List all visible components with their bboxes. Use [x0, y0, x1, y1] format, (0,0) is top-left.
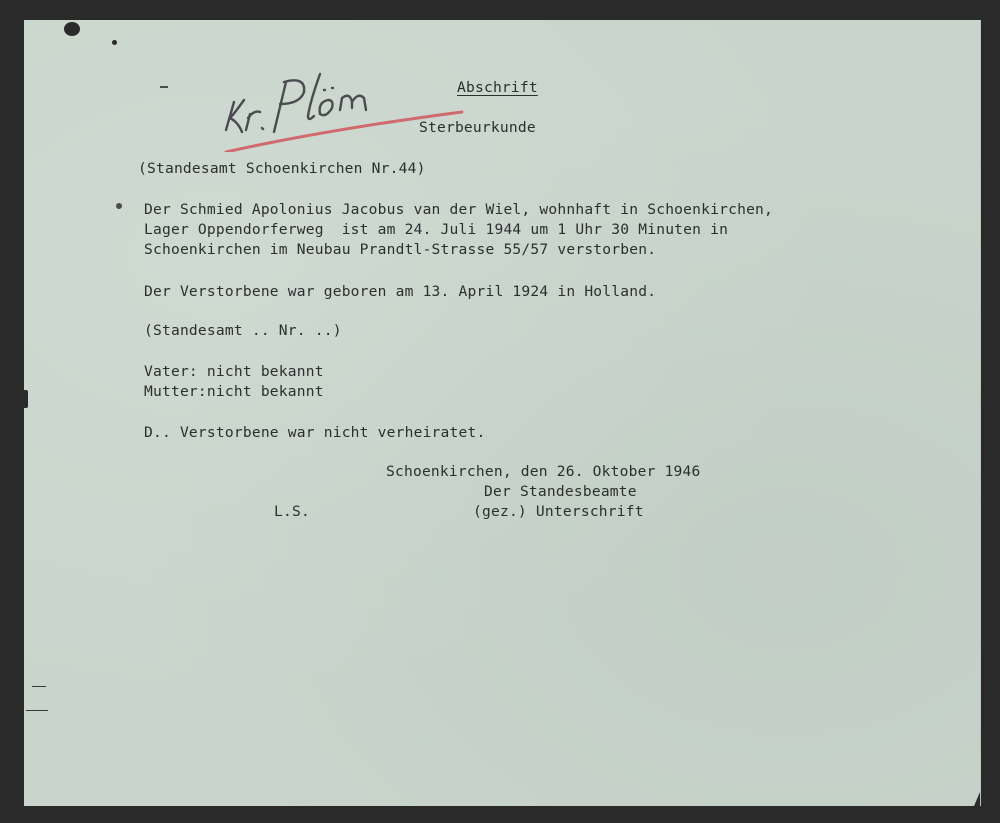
registry-line: (Standesamt Schoenkirchen Nr.44) [138, 160, 426, 177]
official-title: Der Standesbeamte [484, 483, 637, 500]
page-corner [974, 792, 980, 806]
pencil-dash [160, 86, 168, 88]
birth-registry: (Standesamt .. Nr. ..) [144, 322, 342, 339]
mother-line: Mutter:nicht bekannt [144, 383, 324, 400]
edge-scratch [32, 686, 46, 687]
signature-line: (gez.) Unterschrift [473, 503, 644, 520]
document-page [24, 20, 981, 806]
heading: Abschrift [457, 79, 538, 96]
body-line-3: Schoenkirchen im Neubau Prandtl-Strasse 55/57 verstorben. [144, 241, 657, 258]
body-line-1: Der Schmied Apolonius Jacobus van der Wiel, wohnhaft in Schoenkirchen, [144, 201, 774, 218]
birth-line: Der Verstorbene war geboren am 13. April 1924 in Holland. [144, 283, 657, 300]
document-title: Sterbeurkunde [419, 119, 536, 136]
marital-line: D.. Verstorbene war nicht verheiratet. [144, 424, 486, 441]
seal-mark: L.S. [274, 503, 310, 520]
body-line-2: Lager Oppendorferweg ist am 24. Juli 1944 um 1 Uhr 30 Minuten in [144, 221, 729, 238]
margin-mark [115, 202, 123, 210]
edge-speck [20, 390, 28, 408]
place-date: Schoenkirchen, den 26. Oktober 1946 [386, 463, 701, 480]
edge-scratch [26, 710, 48, 711]
edge-speck [64, 22, 80, 36]
edge-speck [112, 40, 117, 45]
father-line: Vater: nicht bekannt [144, 363, 324, 380]
